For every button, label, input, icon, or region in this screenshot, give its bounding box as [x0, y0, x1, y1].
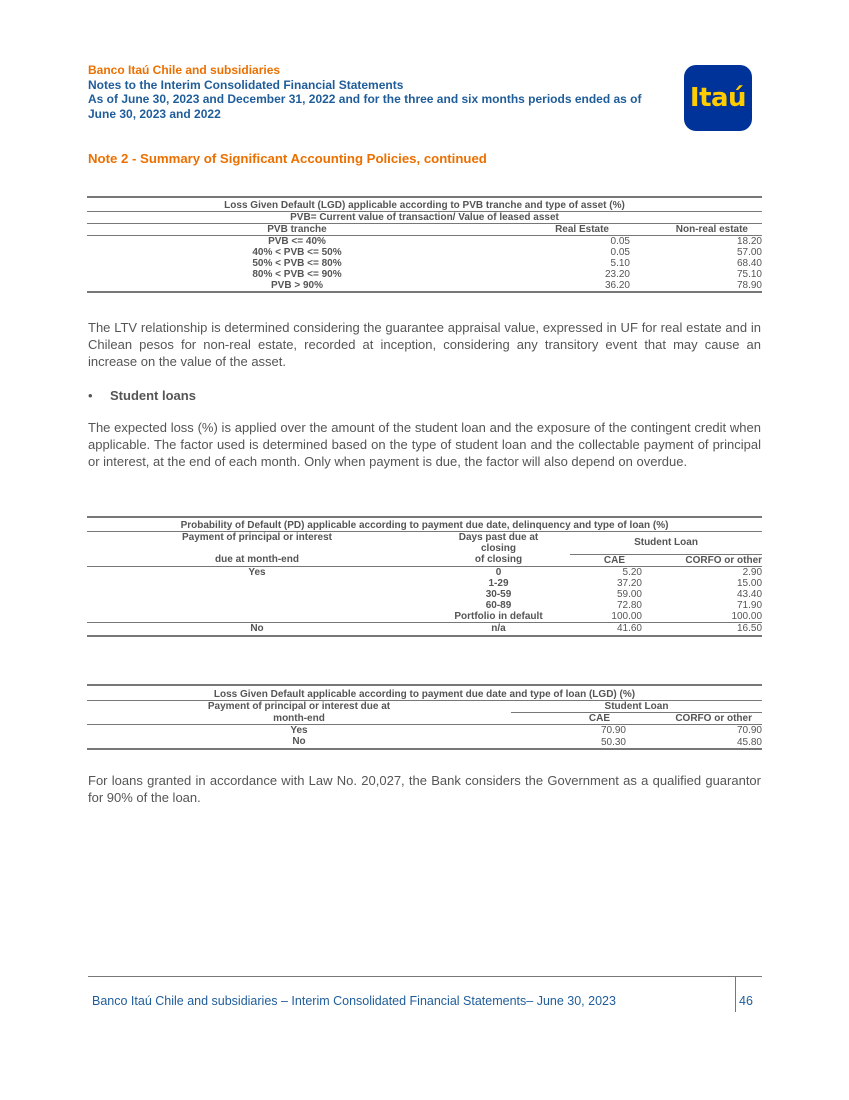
- table-cell: Portfolio in default: [454, 610, 543, 622]
- law-paragraph: For loans granted in accordance with Law No. 20,027, the Bank considers the Government as a qualified guarantor for 90% of the loan.: [88, 773, 761, 805]
- column-header: Payment of principal or interest: [181, 532, 333, 543]
- itau-logo: [684, 65, 752, 131]
- table-cell: 40% < PVB <= 50%: [252, 247, 342, 258]
- table-cell: [87, 589, 427, 600]
- table-cell: 60-89: [485, 599, 512, 611]
- logo-text: Itaú: [689, 83, 747, 113]
- header-line-1: Notes to the Interim Consolidated Financial Statements: [88, 77, 404, 92]
- column-header: CORFO or other: [685, 554, 763, 566]
- table-cell: 43.40: [737, 588, 763, 600]
- table-cell: 1-29: [488, 577, 509, 589]
- table-cell: 75.10: [736, 269, 762, 280]
- ltv-paragraph: The LTV relationship is determined considering the guarantee appraisal value, expressed in UF for real estate and in Chilean pesos for non-real estate, recorded at inception, considering any transitory event that may cause an increase on the value of the asset.: [88, 320, 761, 369]
- bullet-label: Student loans: [110, 388, 196, 403]
- student-loans-bullet: [88, 388, 196, 403]
- table-cell: Yes: [290, 725, 308, 736]
- table-cell: 15.00: [737, 577, 763, 589]
- table-row: [87, 269, 762, 280]
- group-header: Student Loan: [511, 701, 762, 713]
- footer-separator: [735, 976, 736, 1012]
- table-cell: 37.20: [616, 577, 642, 589]
- table-cell: [87, 600, 427, 611]
- table-row: [87, 280, 762, 292]
- column-header: PVB tranche: [267, 224, 327, 235]
- column-header: Real Estate: [555, 224, 609, 235]
- table-cell: 72.80: [616, 599, 642, 611]
- table-cell: No: [292, 736, 306, 747]
- table-row: [87, 236, 762, 248]
- table-cell: 71.90: [737, 599, 763, 611]
- table-subtitle: PVB= Current value of transaction/ Value of leased asset: [290, 212, 559, 223]
- table-cell: 23.20: [604, 269, 630, 280]
- table-row: [87, 247, 762, 258]
- table-row: [87, 622, 762, 636]
- column-header: CORFO or other: [675, 713, 752, 724]
- column-header: closing: [480, 543, 516, 554]
- table-cell: 0.05: [610, 247, 630, 258]
- company-name: Banco Itaú Chile and subsidiaries: [88, 63, 281, 77]
- table-cell: Yes: [248, 566, 266, 578]
- pd-table: [87, 516, 762, 637]
- lgd-pvb-table: [87, 196, 762, 293]
- bullet-icon: •: [88, 388, 93, 403]
- table-cell: No: [250, 622, 264, 634]
- table-cell: 50.30: [600, 736, 626, 748]
- table-cell: 36.20: [604, 280, 630, 291]
- column-header: Non-real estate: [675, 224, 748, 235]
- column-header: of closing: [474, 554, 523, 566]
- footer-text: Banco Itaú Chile and subsidiaries – Interim Consolidated Financial Statements– June 30, 2023: [92, 994, 616, 1008]
- table-title: Loss Given Default (LGD) applicable according to PVB tranche and type of asset (%): [224, 200, 625, 211]
- table-cell: 57.00: [736, 247, 762, 258]
- table-cell: 0: [495, 566, 502, 578]
- footer-divider: [88, 976, 762, 977]
- table-title: Probability of Default (PD) applicable according to payment due date, delinquency and type of loan (%): [180, 520, 669, 531]
- page-number: 46: [739, 994, 753, 1008]
- table-cell: 5.10: [610, 258, 630, 269]
- table-row: [87, 578, 762, 589]
- column-header: due at month-end: [215, 554, 299, 566]
- table-cell: [87, 611, 427, 623]
- table-cell: 70.90: [600, 725, 626, 736]
- group-header: Student Loan: [570, 532, 762, 555]
- page-header: [88, 63, 678, 121]
- table-cell: 5.20: [622, 566, 642, 578]
- column-header: CAE: [588, 713, 610, 724]
- header-line-3: June 30, 2023 and 2022: [88, 106, 221, 121]
- table-cell: 80% < PVB <= 90%: [252, 269, 342, 280]
- table-title: Loss Given Default applicable according to payment due date and type of loan (LGD) (%): [213, 689, 636, 700]
- table-cell: [87, 578, 427, 589]
- table-cell: 70.90: [736, 725, 762, 736]
- table-row: [87, 725, 762, 737]
- table-cell: PVB > 90%: [271, 280, 323, 291]
- header-line-2: As of June 30, 2023 and December 31, 2022 and for the three and six months periods ended as of: [88, 92, 642, 106]
- table-row: [87, 258, 762, 269]
- table-cell: 68.40: [736, 258, 762, 269]
- column-header: month-end: [273, 712, 325, 724]
- lgd-student-loan-table: [87, 684, 762, 750]
- table-cell: 2.90: [742, 566, 763, 578]
- table-cell: 78.90: [736, 280, 762, 291]
- table-cell: n/a: [491, 623, 506, 634]
- table-cell: 41.60: [616, 623, 642, 634]
- table-row: [87, 600, 762, 611]
- table-cell: 16.50: [737, 623, 763, 634]
- note-title: Note 2 - Summary of Significant Accounting Policies, continued: [88, 151, 487, 166]
- table-row: [87, 589, 762, 600]
- table-cell: PVB <= 40%: [268, 236, 326, 247]
- table-cell: 45.80: [736, 736, 762, 748]
- table-cell: 18.20: [736, 236, 762, 247]
- table-cell: 100.00: [731, 610, 763, 622]
- table-cell: 30-59: [485, 588, 512, 600]
- expected-loss-paragraph: The expected loss (%) is applied over the amount of the student loan and the exposure of the contingent credit when applicable. The factor used is determined based on the type of student loan and the collectable payment of principal or interest, at the end of each month. Only when payment is due, the factor will also depend on overdue.: [88, 420, 761, 469]
- table-cell: 100.00: [611, 610, 642, 622]
- table-cell: 50% < PVB <= 80%: [252, 258, 342, 269]
- table-row: [87, 566, 762, 578]
- column-header: CAE: [603, 554, 625, 566]
- column-header: Payment of principal or interest due at: [207, 701, 391, 713]
- column-header: Days past due at: [458, 532, 539, 543]
- table-row: [87, 736, 762, 749]
- table-cell: 0.05: [610, 236, 630, 247]
- table-row: [87, 611, 762, 623]
- table-cell: 59.00: [616, 588, 642, 600]
